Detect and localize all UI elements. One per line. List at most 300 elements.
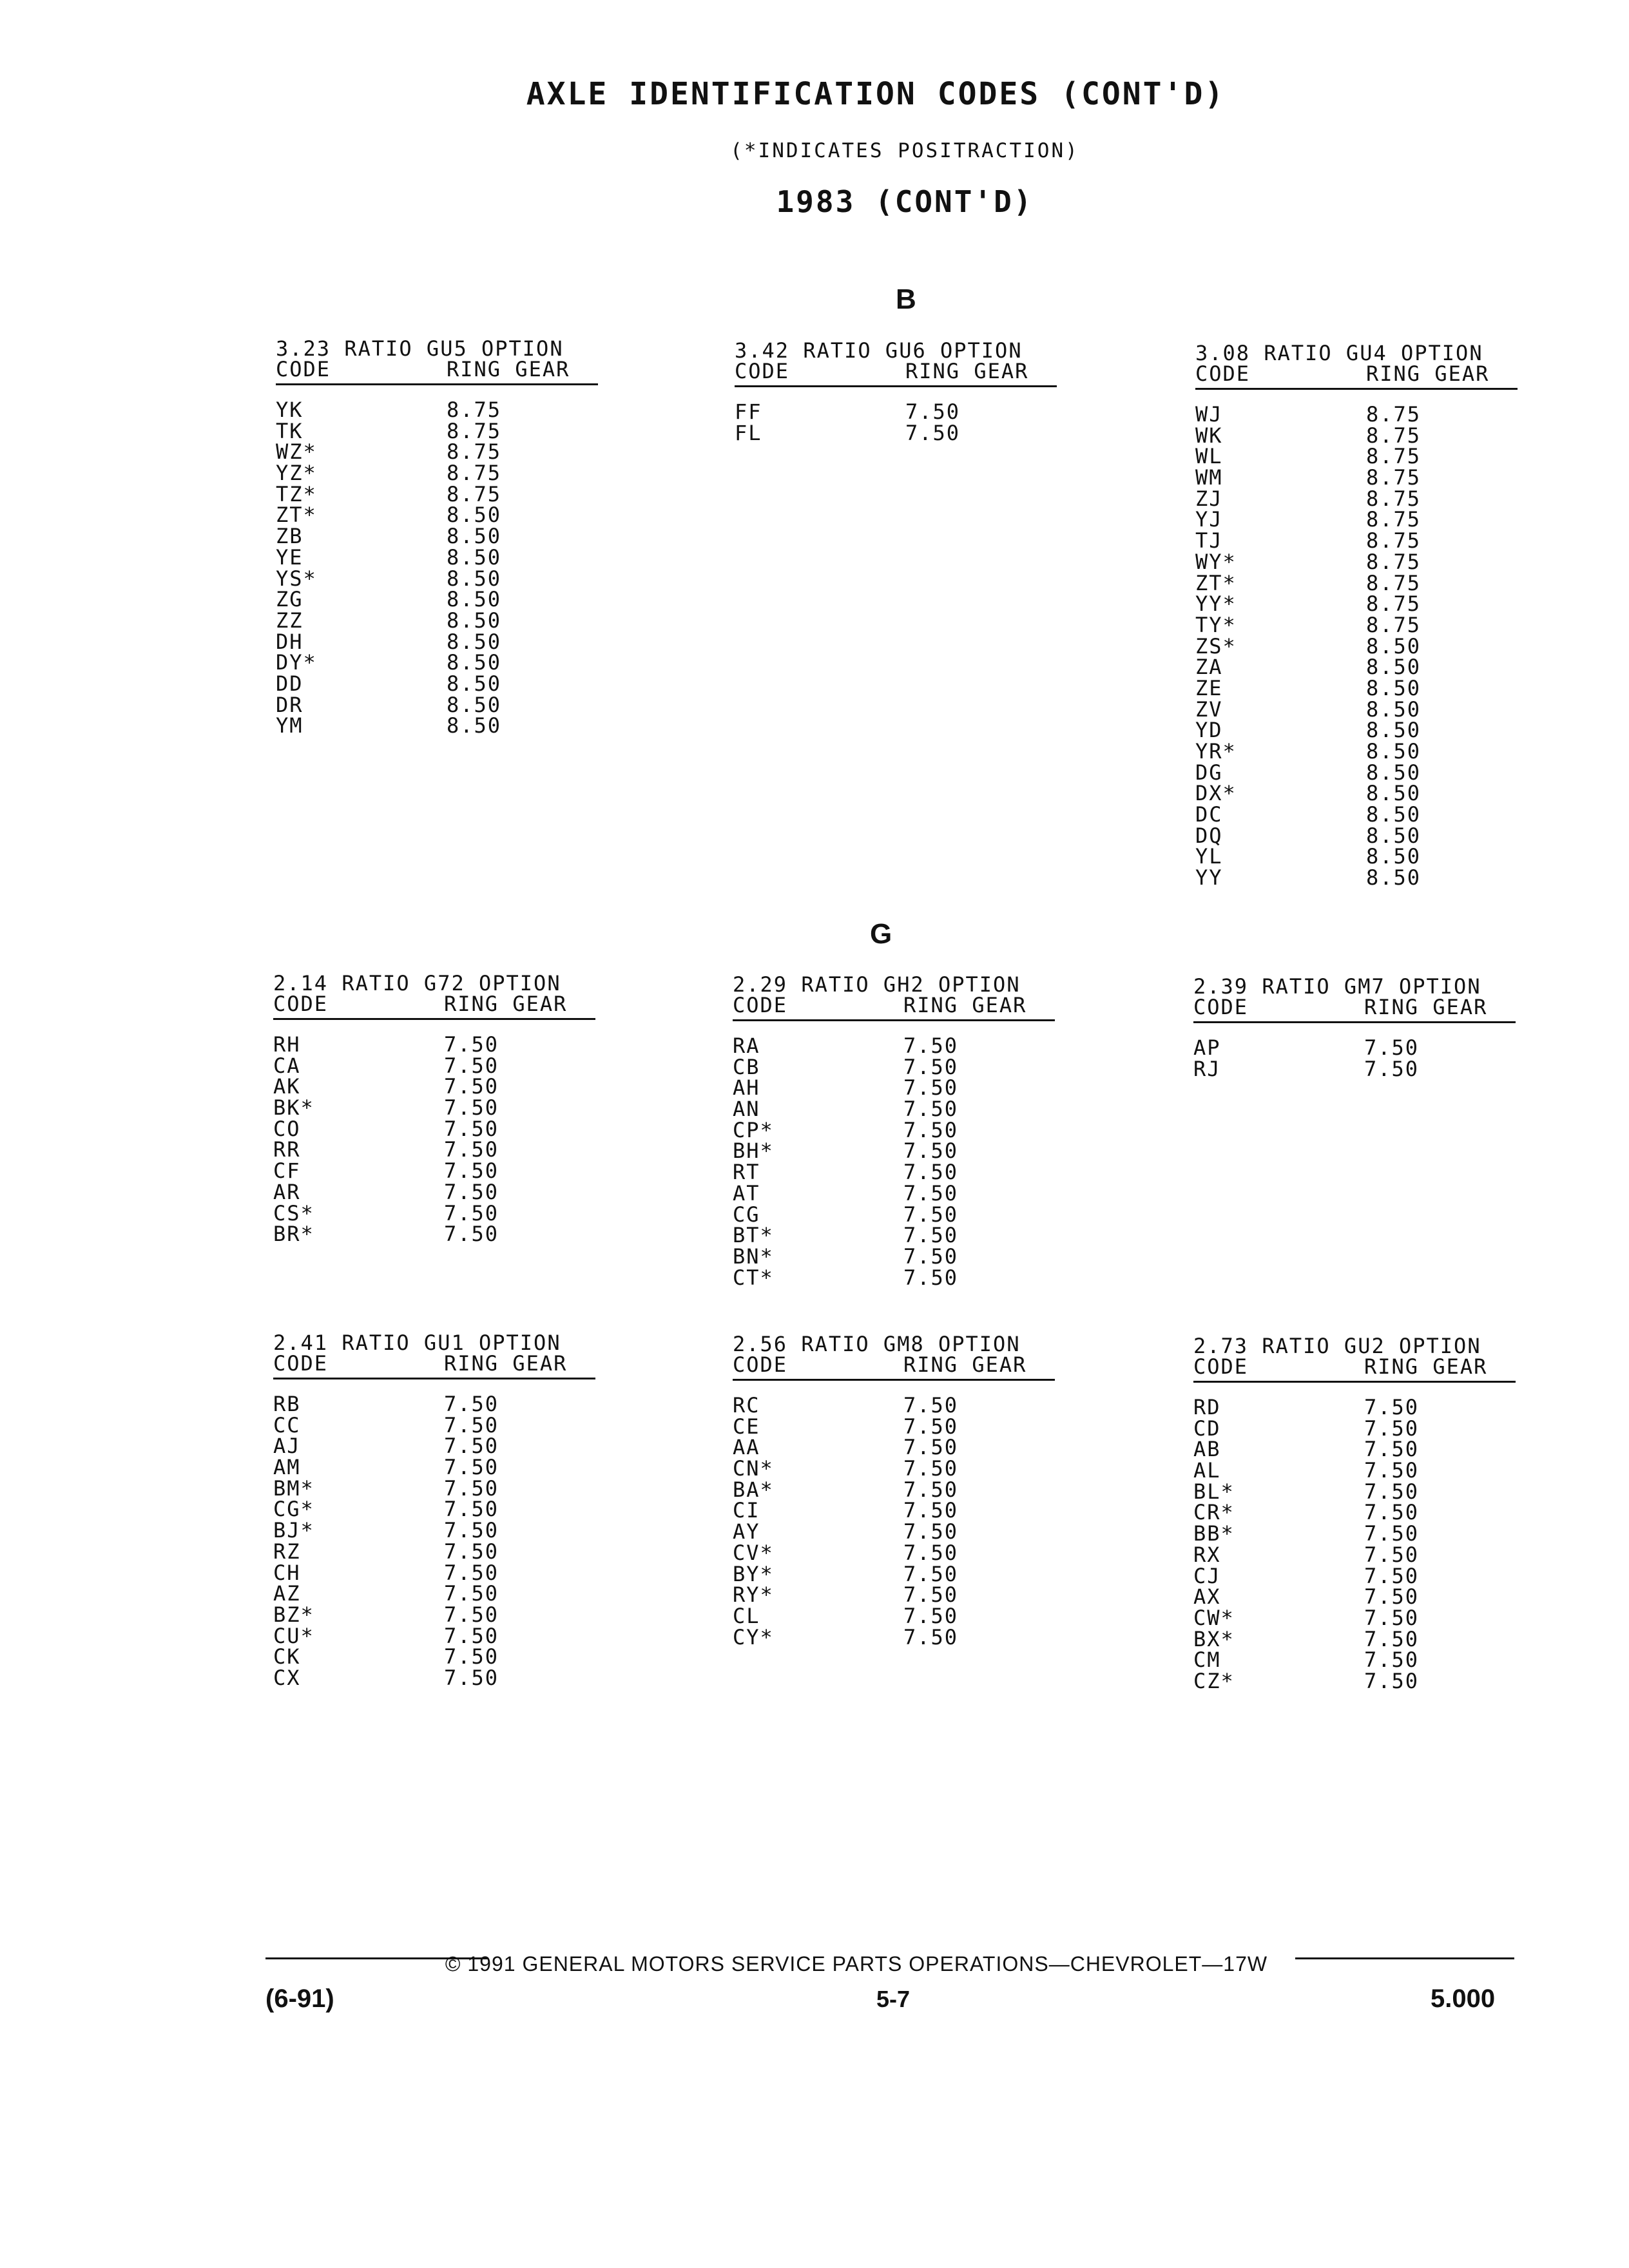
column-headers xyxy=(735,361,1057,381)
table-row xyxy=(1195,633,1518,658)
table-row xyxy=(273,1562,595,1584)
axle-code: CD xyxy=(1193,1416,1221,1441)
table-row xyxy=(733,1395,1055,1416)
axle-code: BT* xyxy=(733,1223,774,1248)
table-row xyxy=(1195,593,1518,615)
ring-gear-size: 7.50 xyxy=(905,420,961,445)
ring-gear-size: 7.50 xyxy=(444,1581,499,1606)
table-row xyxy=(273,1457,595,1478)
ring-gear-size: 8.75 xyxy=(1366,444,1422,469)
ring-gear-size: 7.50 xyxy=(903,1117,959,1142)
table-row xyxy=(1193,1056,1516,1081)
ring-gear-size: 8.75 xyxy=(447,398,502,422)
ring-gear-size: 7.50 xyxy=(1364,1458,1420,1483)
axle-code: YJ xyxy=(1195,507,1223,532)
ring-gear-size: 7.50 xyxy=(903,1456,959,1481)
ring-gear-size: 7.50 xyxy=(444,1665,499,1690)
ring-gear-size: 7.50 xyxy=(1364,1626,1420,1651)
table-row xyxy=(733,1267,1055,1289)
table-row xyxy=(733,1099,1055,1120)
axle-code: BY* xyxy=(733,1561,774,1586)
axle-code: DQ xyxy=(1195,823,1223,848)
ring-gear-size: 7.50 xyxy=(1364,1500,1420,1525)
axle-code: CS* xyxy=(273,1200,314,1225)
axle-code: AR xyxy=(273,1179,301,1204)
table-row xyxy=(273,1667,595,1689)
table-row xyxy=(1195,825,1518,847)
axle-code: CU* xyxy=(273,1623,314,1648)
model-year-heading: 1983 (CONT'D) xyxy=(776,184,1034,219)
ring-gear-size: 7.50 xyxy=(903,1223,959,1248)
ring-gear-size: 7.50 xyxy=(1364,1416,1420,1441)
ratio-table xyxy=(273,1332,595,1689)
ring-gear-size: 7.50 xyxy=(1364,1605,1420,1630)
ring-gear-size: 7.50 xyxy=(1364,1563,1420,1588)
table-row xyxy=(273,1179,595,1204)
ring-gear-size: 7.50 xyxy=(903,1540,959,1565)
axle-code: YL xyxy=(1195,844,1223,869)
table-header xyxy=(1193,976,1516,1017)
table-row xyxy=(273,1541,595,1562)
table-row xyxy=(733,1584,1055,1606)
table-title: 3.08 RATIO GU4 OPTION xyxy=(1195,341,1483,365)
ring-gear-size: 8.75 xyxy=(1366,465,1422,490)
column-header-code: CODE xyxy=(733,1352,788,1377)
table-title: 3.42 RATIO GU6 OPTION xyxy=(735,338,1023,363)
axle-code: CE xyxy=(733,1414,760,1439)
table-row xyxy=(1195,446,1518,467)
table-row xyxy=(276,673,598,695)
axle-code: AL xyxy=(1193,1458,1221,1483)
table-row xyxy=(1193,1460,1516,1481)
column-headers xyxy=(1195,363,1518,384)
axle-code: ZA xyxy=(1195,655,1223,680)
ring-gear-size: 7.50 xyxy=(1364,1035,1420,1060)
ratio-table xyxy=(1193,976,1516,1079)
table-row xyxy=(273,1623,595,1648)
ring-gear-size: 8.50 xyxy=(447,524,502,549)
table-row xyxy=(276,441,598,463)
table-row xyxy=(1195,488,1518,510)
axle-code: YR* xyxy=(1195,739,1237,764)
axle-code: CG* xyxy=(273,1497,314,1522)
table-row xyxy=(1195,549,1518,574)
table-row xyxy=(273,1436,595,1457)
axle-code: ZZ xyxy=(276,608,304,633)
table-row xyxy=(733,1500,1055,1521)
axle-code: YY* xyxy=(1195,591,1237,617)
table-row xyxy=(276,589,598,610)
ring-gear-size: 8.50 xyxy=(447,587,502,612)
table-row xyxy=(273,1520,595,1541)
ring-gear-size: 8.75 xyxy=(1366,549,1422,574)
ring-gear-size: 7.50 xyxy=(903,1097,959,1122)
footer-revision: (6-91) xyxy=(265,1984,334,2013)
table-row xyxy=(273,1499,595,1520)
ring-gear-size: 7.50 xyxy=(444,1392,499,1416)
ring-gear-size: 7.50 xyxy=(444,1412,499,1437)
ring-gear-size: 7.50 xyxy=(1364,1395,1420,1419)
table-row xyxy=(273,1646,595,1667)
table-row xyxy=(273,1394,595,1415)
column-header-ring-gear: RING GEAR xyxy=(444,992,568,1016)
table-row xyxy=(733,1162,1055,1183)
column-header-code: CODE xyxy=(273,1351,329,1376)
axle-code: TY* xyxy=(1195,612,1237,637)
ring-gear-size: 7.50 xyxy=(444,1560,499,1585)
column-headers xyxy=(1193,1356,1516,1377)
ring-gear-size: 8.50 xyxy=(447,503,502,528)
axle-code: CJ xyxy=(1193,1563,1221,1588)
positraction-note: (*INDICATES POSITRACTION) xyxy=(730,139,1079,162)
ring-gear-size: 7.50 xyxy=(903,1435,959,1460)
ring-gear-size: 8.50 xyxy=(1366,675,1422,700)
table-row xyxy=(1193,1649,1516,1671)
axle-code: WK xyxy=(1195,423,1223,448)
table-row xyxy=(273,1116,595,1141)
ring-gear-size: 7.50 xyxy=(1364,1479,1420,1504)
ring-gear-size: 7.50 xyxy=(444,1032,499,1057)
table-row xyxy=(733,1521,1055,1542)
table-title: 2.41 RATIO GU1 OPTION xyxy=(273,1331,561,1355)
column-headers xyxy=(273,994,595,1014)
column-header-code: CODE xyxy=(1195,361,1251,386)
table-row xyxy=(276,399,598,421)
table-row xyxy=(273,1139,595,1160)
axle-code: YS* xyxy=(276,566,317,591)
axle-code: TJ xyxy=(1195,528,1223,553)
ring-gear-size: 8.50 xyxy=(1366,697,1422,722)
table-title: 3.23 RATIO GU5 OPTION xyxy=(276,336,564,361)
table-row xyxy=(733,1624,1055,1649)
axle-code: AP xyxy=(1193,1035,1221,1060)
table-row xyxy=(276,526,598,547)
header-rule xyxy=(733,1379,1055,1381)
table-row xyxy=(276,692,598,717)
axle-code: AK xyxy=(273,1074,301,1099)
axle-code: CY* xyxy=(733,1624,774,1649)
table-row xyxy=(276,418,598,443)
axle-code: DY* xyxy=(276,650,317,675)
axle-code: CZ* xyxy=(1193,1668,1235,1693)
column-headers xyxy=(733,1354,1055,1375)
ring-gear-size: 8.50 xyxy=(1366,760,1422,785)
section-letter: G xyxy=(870,918,892,950)
ring-gear-size: 7.50 xyxy=(444,1074,499,1099)
table-row xyxy=(1195,509,1518,530)
axle-code: CV* xyxy=(733,1540,774,1565)
table-row xyxy=(273,1034,595,1055)
column-header-code: CODE xyxy=(733,993,788,1017)
ratio-table xyxy=(273,973,595,1245)
table-row xyxy=(273,1200,595,1225)
table-header xyxy=(735,340,1057,381)
axle-code: YM xyxy=(276,713,304,738)
column-header-code: CODE xyxy=(735,359,790,383)
ring-gear-size: 8.50 xyxy=(1366,633,1422,658)
table-header xyxy=(733,1334,1055,1375)
table-row xyxy=(273,1097,595,1119)
axle-code: BK* xyxy=(273,1095,314,1120)
ring-gear-size: 7.50 xyxy=(1364,1437,1420,1462)
ring-gear-size: 7.50 xyxy=(903,1498,959,1523)
table-row xyxy=(1195,783,1518,804)
axle-code: BJ* xyxy=(273,1518,314,1543)
table-title: 2.29 RATIO GH2 OPTION xyxy=(733,972,1021,997)
ring-gear-size: 8.50 xyxy=(1366,739,1422,764)
ring-gear-size: 8.50 xyxy=(447,713,502,738)
table-header xyxy=(1195,343,1518,384)
header-rule xyxy=(273,1378,595,1379)
axle-code: AX xyxy=(1193,1584,1221,1610)
ring-gear-size: 7.50 xyxy=(903,1477,959,1502)
ring-gear-size: 7.50 xyxy=(444,1222,499,1247)
axle-code: CW* xyxy=(1193,1605,1235,1630)
ring-gear-size: 7.50 xyxy=(903,1054,959,1079)
axle-code: WM xyxy=(1195,465,1223,490)
ring-gear-size: 7.50 xyxy=(1364,1056,1420,1081)
column-header-code: CODE xyxy=(273,992,329,1016)
column-header-code: CODE xyxy=(276,357,331,381)
axle-code: CX xyxy=(273,1665,301,1690)
table-row xyxy=(1195,720,1518,741)
ring-gear-size: 7.50 xyxy=(1364,1542,1420,1567)
ring-gear-size: 8.75 xyxy=(1366,507,1422,532)
table-row xyxy=(1195,530,1518,552)
ring-gear-size: 8.75 xyxy=(447,439,502,465)
axle-code: RT xyxy=(733,1160,760,1185)
table-row xyxy=(733,1117,1055,1142)
column-header-ring-gear: RING GEAR xyxy=(903,1352,1027,1377)
ratio-table xyxy=(733,1334,1055,1648)
ring-gear-size: 7.50 xyxy=(903,1582,959,1608)
ring-gear-size: 8.50 xyxy=(1366,655,1422,680)
table-row xyxy=(273,1412,595,1437)
column-header-ring-gear: RING GEAR xyxy=(903,993,1027,1017)
table-row xyxy=(1195,846,1518,867)
table-row xyxy=(733,1416,1055,1437)
table-header xyxy=(273,973,595,1014)
axle-code: DC xyxy=(1195,802,1223,827)
table-row xyxy=(1195,657,1518,678)
axle-code: ZT* xyxy=(1195,570,1237,595)
table-row xyxy=(1193,1626,1516,1651)
ring-gear-size: 8.50 xyxy=(447,671,502,696)
ring-gear-size: 7.50 xyxy=(444,1434,499,1459)
axle-code: YD xyxy=(1195,718,1223,743)
table-row xyxy=(273,1604,595,1626)
axle-code: ZJ xyxy=(1195,486,1223,511)
section-letter: B xyxy=(896,284,916,315)
table-row xyxy=(733,1054,1055,1079)
axle-code: CH xyxy=(273,1560,301,1585)
ring-gear-size: 8.75 xyxy=(1366,486,1422,511)
footer-page-number: 5-7 xyxy=(876,1986,911,2012)
axle-code: ZV xyxy=(1195,697,1223,722)
axle-code: BB* xyxy=(1193,1521,1235,1546)
table-row xyxy=(1193,1418,1516,1439)
ring-gear-size: 7.50 xyxy=(1364,1584,1420,1610)
ring-gear-size: 7.50 xyxy=(444,1158,499,1184)
axle-code: BM* xyxy=(273,1475,314,1501)
axle-code: AZ xyxy=(273,1581,301,1606)
axle-code: CR* xyxy=(1193,1500,1235,1525)
ring-gear-size: 8.50 xyxy=(447,650,502,675)
ring-gear-size: 7.50 xyxy=(444,1053,499,1078)
axle-code: CI xyxy=(733,1498,760,1523)
table-row xyxy=(733,1140,1055,1162)
table-header xyxy=(276,338,598,380)
axle-code: CK xyxy=(273,1644,301,1669)
table-row xyxy=(276,631,598,653)
ring-gear-size: 7.50 xyxy=(444,1602,499,1627)
ring-gear-size: 8.50 xyxy=(447,608,502,633)
axle-code: RX xyxy=(1193,1542,1221,1567)
header-rule xyxy=(1193,1381,1516,1383)
ring-gear-size: 7.50 xyxy=(903,1414,959,1439)
axle-code: RD xyxy=(1193,1395,1221,1419)
ring-gear-size: 7.50 xyxy=(903,1180,959,1206)
ratio-table xyxy=(733,974,1055,1288)
table-row xyxy=(1193,1563,1516,1588)
ring-gear-size: 8.75 xyxy=(447,461,502,486)
ring-gear-size: 7.50 xyxy=(444,1475,499,1501)
table-row xyxy=(1195,699,1518,720)
axle-code: CO xyxy=(273,1116,301,1141)
table-row xyxy=(733,1225,1055,1246)
table-row xyxy=(276,544,598,570)
table-row xyxy=(733,1479,1055,1501)
ring-gear-size: 8.75 xyxy=(1366,402,1422,427)
ring-gear-size: 8.75 xyxy=(1366,591,1422,617)
axle-code: DG xyxy=(1195,760,1223,785)
axle-code: RY* xyxy=(733,1582,774,1608)
axle-code: BN* xyxy=(733,1244,774,1269)
ring-gear-size: 7.50 xyxy=(903,1393,959,1418)
table-row xyxy=(733,1246,1055,1267)
table-row xyxy=(733,1561,1055,1586)
axle-code: AT xyxy=(733,1180,760,1206)
table-row xyxy=(735,401,1057,423)
ring-gear-size: 7.50 xyxy=(903,1160,959,1185)
ring-gear-size: 7.50 xyxy=(903,1519,959,1544)
axle-code: YE xyxy=(276,544,304,570)
table-title: 2.73 RATIO GU2 OPTION xyxy=(1193,1334,1481,1358)
axle-code: RR xyxy=(273,1137,301,1162)
axle-code: BZ* xyxy=(273,1602,314,1627)
axle-code: YK xyxy=(276,398,304,422)
ring-gear-size: 7.50 xyxy=(444,1179,499,1204)
page-title: AXLE IDENTIFICATION CODES (CONT'D) xyxy=(526,76,1226,112)
axle-code: RC xyxy=(733,1393,760,1418)
column-header-ring-gear: RING GEAR xyxy=(1364,995,1488,1019)
header-rule xyxy=(273,1018,595,1020)
axle-code: RB xyxy=(273,1392,301,1416)
table-row xyxy=(276,505,598,526)
axle-code: WZ* xyxy=(276,439,317,465)
ring-gear-size: 7.50 xyxy=(444,1623,499,1648)
axle-code: BL* xyxy=(1193,1479,1235,1504)
ring-gear-size: 8.50 xyxy=(1366,823,1422,848)
ring-gear-size: 7.50 xyxy=(903,1265,959,1290)
axle-code: CN* xyxy=(733,1456,774,1481)
ring-gear-size: 8.75 xyxy=(1366,612,1422,637)
column-header-ring-gear: RING GEAR xyxy=(1364,1354,1488,1379)
ring-gear-size: 8.50 xyxy=(447,544,502,570)
footer-copyright: © 1991 GENERAL MOTORS SERVICE PARTS OPERATIONS—CHEVROLET—17W xyxy=(445,1952,1268,1975)
column-headers xyxy=(276,359,598,380)
axle-code: ZT* xyxy=(276,503,317,528)
axle-code: CF xyxy=(273,1158,301,1184)
axle-code: FF xyxy=(735,399,762,424)
axle-code: ZB xyxy=(276,524,304,549)
axle-code: CA xyxy=(273,1053,301,1078)
ring-gear-size: 7.50 xyxy=(444,1116,499,1141)
table-row xyxy=(733,1437,1055,1458)
ring-gear-size: 8.50 xyxy=(1366,802,1422,827)
header-rule xyxy=(733,1019,1055,1021)
axle-code: CT* xyxy=(733,1265,774,1290)
axle-code: WL xyxy=(1195,444,1223,469)
table-row xyxy=(733,1603,1055,1628)
table-row xyxy=(733,1035,1055,1057)
ring-gear-size: 7.50 xyxy=(903,1033,959,1058)
table-row xyxy=(1195,741,1518,762)
axle-code: DH xyxy=(276,629,304,654)
column-header-ring-gear: RING GEAR xyxy=(905,359,1029,383)
ring-gear-size: 7.50 xyxy=(444,1137,499,1162)
column-headers xyxy=(273,1353,595,1374)
axle-code: CG xyxy=(733,1202,760,1227)
ring-gear-size: 7.50 xyxy=(1364,1521,1420,1546)
axle-code: AJ xyxy=(273,1434,301,1459)
ring-gear-size: 7.50 xyxy=(444,1095,499,1120)
column-header-ring-gear: RING GEAR xyxy=(447,357,570,381)
ring-gear-size: 7.50 xyxy=(903,1139,959,1164)
axle-code: DR xyxy=(276,692,304,717)
axle-code: RJ xyxy=(1193,1056,1221,1081)
axle-code: BX* xyxy=(1193,1626,1235,1651)
axle-code: RA xyxy=(733,1033,760,1058)
table-row xyxy=(1193,1605,1516,1630)
ring-gear-size: 7.50 xyxy=(903,1561,959,1586)
axle-code: AH xyxy=(733,1075,760,1100)
ratio-table xyxy=(735,340,1057,443)
table-row xyxy=(733,1180,1055,1206)
table-row xyxy=(273,1583,595,1604)
axle-code: YZ* xyxy=(276,461,317,486)
ring-gear-size: 7.50 xyxy=(444,1455,499,1480)
ring-gear-size: 8.75 xyxy=(1366,570,1422,595)
ring-gear-size: 8.75 xyxy=(447,481,502,506)
table-title: 2.14 RATIO G72 OPTION xyxy=(273,971,561,995)
table-row xyxy=(1195,867,1518,889)
ring-gear-size: 7.50 xyxy=(444,1539,499,1564)
table-row xyxy=(1193,1397,1516,1418)
axle-code: WY* xyxy=(1195,549,1237,574)
axle-code: BR* xyxy=(273,1222,314,1247)
axle-code: BA* xyxy=(733,1477,774,1502)
table-row xyxy=(273,1055,595,1077)
table-row xyxy=(1193,1523,1516,1544)
axle-code: TZ* xyxy=(276,481,317,506)
ring-gear-size: 7.50 xyxy=(1364,1648,1420,1673)
axle-code: CL xyxy=(733,1603,760,1628)
table-row xyxy=(276,652,598,673)
axle-code: AN xyxy=(733,1097,760,1122)
ring-gear-size: 8.50 xyxy=(447,629,502,654)
table-row xyxy=(1195,467,1518,488)
